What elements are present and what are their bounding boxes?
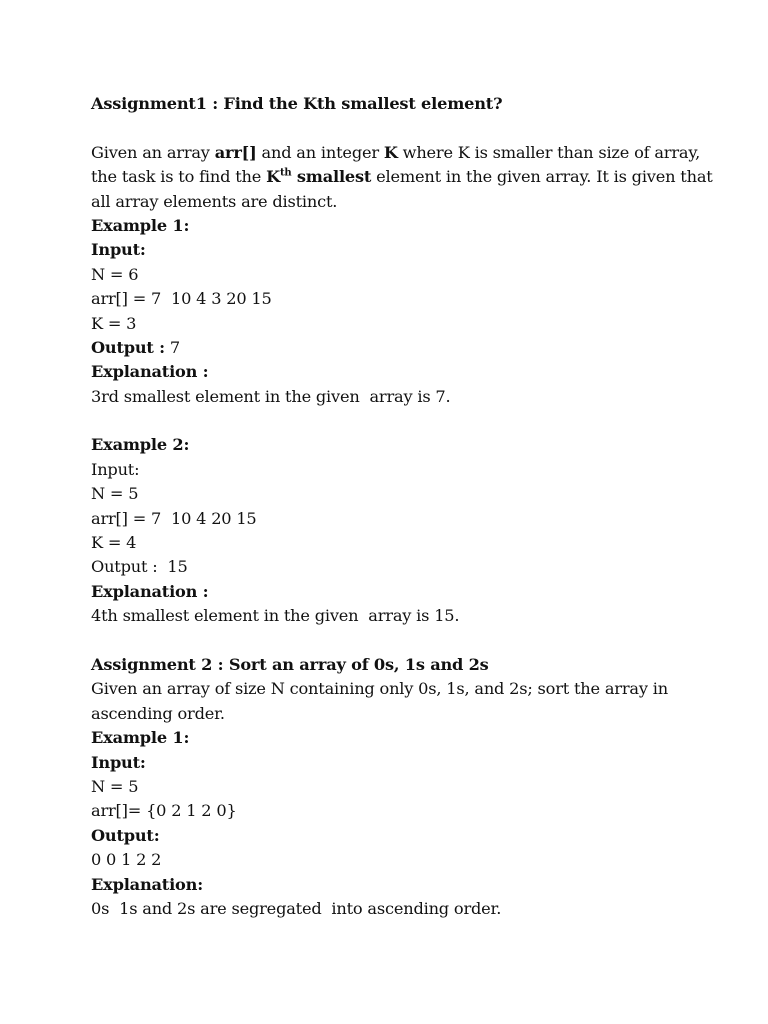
a1-example2-label: Example 2:	[91, 435, 190, 455]
assignment1-desc-line2: the task is to find the $K^{th}$ smallest element in the given array. It is given that	[91, 167, 713, 187]
a2-example1-output-label: Output:	[91, 825, 160, 845]
assignment2-desc-line1: Given an array of size N containing only 0s, 1s, and 2s; sort the array in	[91, 679, 668, 699]
a1-example1-arr: arr[] = 7 10 4 3 20 15	[91, 289, 272, 309]
a2-example1-explanation-label: Explanation:	[91, 874, 203, 894]
assignment1-title: Assignment1 : Find the Kth smallest element?	[91, 94, 503, 113]
spacer	[91, 116, 691, 140]
a1-example1-input-label: Input:	[91, 240, 146, 260]
a1-example1-k: K = 3	[91, 313, 137, 333]
assignment2-desc-line2: ascending order.	[91, 703, 225, 723]
assignment1-desc-line1: Given an array arr[] and an integer K where K is smaller than size of array,	[91, 142, 701, 162]
a1-example1-explanation-label: Explanation :	[91, 362, 209, 382]
a1-example2-output: Output : 15	[91, 557, 188, 577]
a1-example1-label: Example 1:	[91, 215, 190, 235]
a2-example1-arr: arr[]= {0 2 1 2 0}	[91, 801, 237, 821]
a1-example2-input-label: Input:	[91, 459, 140, 479]
assignment1-desc-line3: all array elements are distinct.	[91, 191, 338, 211]
a1-example1-n: N = 6	[91, 264, 139, 284]
document-body	[91, 92, 713, 921]
a1-example1-output: Output : 7	[91, 337, 180, 357]
a1-example2-n: N = 5	[91, 484, 139, 504]
a2-example1-label: Example 1:	[91, 728, 190, 748]
a2-example1-input-label: Input:	[91, 752, 146, 772]
a1-example2-explanation: 4th smallest element in the given array is 15.	[91, 606, 460, 626]
spacer	[91, 409, 691, 433]
a1-example1-explanation: 3rd smallest element in the given array is 7.	[91, 386, 451, 406]
a2-example1-explanation: 0s 1s and 2s are segregated into ascending order.	[91, 898, 502, 918]
a1-example2-explanation-label: Explanation :	[91, 581, 209, 601]
a1-example2-arr: arr[] = 7 10 4 20 15	[91, 508, 257, 528]
a1-example2-k: K = 4	[91, 533, 137, 553]
spacer	[91, 629, 691, 653]
assignment2-title: Assignment 2 : Sort an array of 0s, 1s and 2s	[91, 654, 489, 674]
a2-example1-n: N = 5	[91, 776, 139, 796]
a2-example1-output-value: 0 0 1 2 2	[91, 850, 162, 870]
